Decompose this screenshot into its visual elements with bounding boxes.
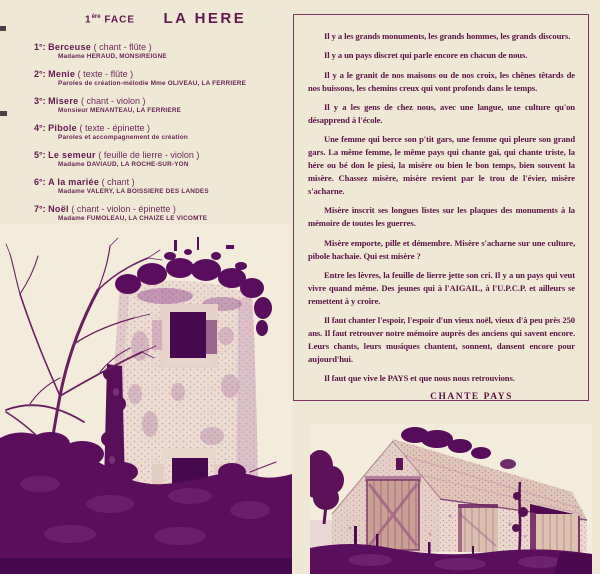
track-number: 3°:	[34, 96, 46, 106]
essay-paragraph: Misère inscrit ses longues listes sur les plaques des monuments à la mémoire de toutes les guerres.	[308, 205, 575, 229]
track-instruments: ( texte - flûte )	[77, 69, 134, 79]
essay-text	[308, 30, 575, 385]
track-item	[34, 150, 299, 169]
track-line	[34, 123, 299, 134]
essay-paragraph: Il y a un pays discret qui parle encore en chacun de nous.	[324, 50, 528, 61]
track-title: Pibole	[48, 123, 77, 133]
essay-paragraph: Misère emporte, pille et démembre. Misère s'acharne sur une culture, pibole hachaie. Qui est misère ?	[308, 237, 575, 261]
track-line	[34, 96, 299, 107]
track-title: Le semeur	[48, 150, 96, 160]
track-credit: Madame DAVIAUD, LA ROCHE-SUR-YON	[58, 161, 189, 168]
track-number: 6°:	[34, 177, 46, 187]
essay-paragraph: Il faut chanter l'espoir, l'espoir d'un vieux noël, vieux d'à peu près 250 ans. Il faut retrouver notre mémoire auprès des anciens qui savent encore. Leurs chants, leurs musiques chantent, sonnent, dansent encore pour aujourd'hui.	[308, 315, 575, 365]
side-label: 1ère FACE	[85, 14, 136, 26]
track-item	[34, 96, 299, 115]
track-number: 1°:	[34, 42, 46, 52]
track-list	[34, 42, 299, 231]
header	[85, 10, 246, 28]
track-line	[34, 150, 299, 161]
track-item	[34, 69, 299, 88]
track-credit: Monsieur MENANTEAU, LA FERRIERE	[58, 107, 182, 114]
ruined-tower-photo	[0, 224, 292, 574]
track-line	[34, 177, 299, 188]
scan-mark	[0, 26, 6, 31]
essay-paragraph: Il y a les gens de chez nous, avec une langue, une culture qu'on désapprend à l'école.	[308, 102, 575, 126]
track-instruments: ( feuille de lierre - violon )	[98, 150, 200, 160]
track-instruments: ( chant - violon )	[80, 96, 146, 106]
track-credit: Madame HERAUD, MONSIREIGNE	[58, 53, 167, 60]
track-number: 4°:	[34, 123, 46, 133]
essay-paragraph: Une femme qui berce son p'tit gars, une femme qui pleure son grand gars. La même femme, le même pays qui chante gai, qui chante triste, la hére ou bé don le piesi, la misère ou bien le bon temps, bien souvent la misère. Chassez misère, misère revient par le trou de l'évier, misère s'acharne.	[308, 134, 575, 197]
album-title: LA HERE	[163, 10, 247, 27]
track-credit: Madame FUMOLEAU, LA CHAIZE LE VICOMTE	[58, 215, 208, 222]
track-title: A la mariée	[48, 177, 100, 187]
track-item	[34, 123, 299, 142]
scan-mark	[0, 111, 7, 116]
track-title: Berceuse	[48, 42, 92, 52]
essay-paragraph: Il faut que vive le PAYS et que nous nous retrouvions.	[324, 373, 515, 384]
track-credit: Madame VALERY, LA BOISSIERE DES LANDES	[58, 188, 209, 195]
track-title: Menie	[48, 69, 76, 79]
track-item	[34, 42, 299, 61]
track-line	[34, 69, 299, 80]
track-credit: Paroles de création-mélodie Mme OLIVEAU, LA FERRIERE	[58, 80, 247, 87]
essay-signature: CHANTE PAYS	[430, 391, 513, 402]
track-item	[34, 177, 299, 196]
track-credit: Paroles et accompagnement de création	[58, 134, 188, 141]
essay-box	[293, 14, 589, 401]
track-instruments: ( texte - épinette )	[79, 123, 150, 133]
track-number: 7°:	[34, 204, 46, 214]
stone-barn-photo	[310, 424, 592, 574]
track-instruments: ( chant - violon - épinette )	[71, 204, 176, 214]
track-instruments: ( chant - flûte )	[93, 42, 152, 52]
track-title: Misere	[48, 96, 79, 106]
track-instruments: ( chant )	[101, 177, 135, 187]
essay-paragraph: Il y a le granit de nos maisons ou de nos croix, les chênes têtards de nos buissons, les chemins creux qui vont profonds dans le temps.	[308, 69, 575, 93]
essay-paragraph: Il y a les grands monuments, les grands hommes, les grands discours.	[324, 31, 571, 41]
track-line	[34, 42, 299, 53]
essay-paragraph: Entre les lèvres, la feuille de lierre jette son cri. Il y a un pays qui veut vivre quand même. Des jeunes qui à l'AIGAIL, à l'U.P.C.P. et ailleurs se remettent à y croire.	[308, 270, 575, 306]
track-number: 2°:	[34, 69, 46, 79]
track-line	[34, 204, 299, 215]
track-number: 5°:	[34, 150, 46, 160]
track-item	[34, 204, 299, 223]
track-title: Noël	[48, 204, 69, 214]
